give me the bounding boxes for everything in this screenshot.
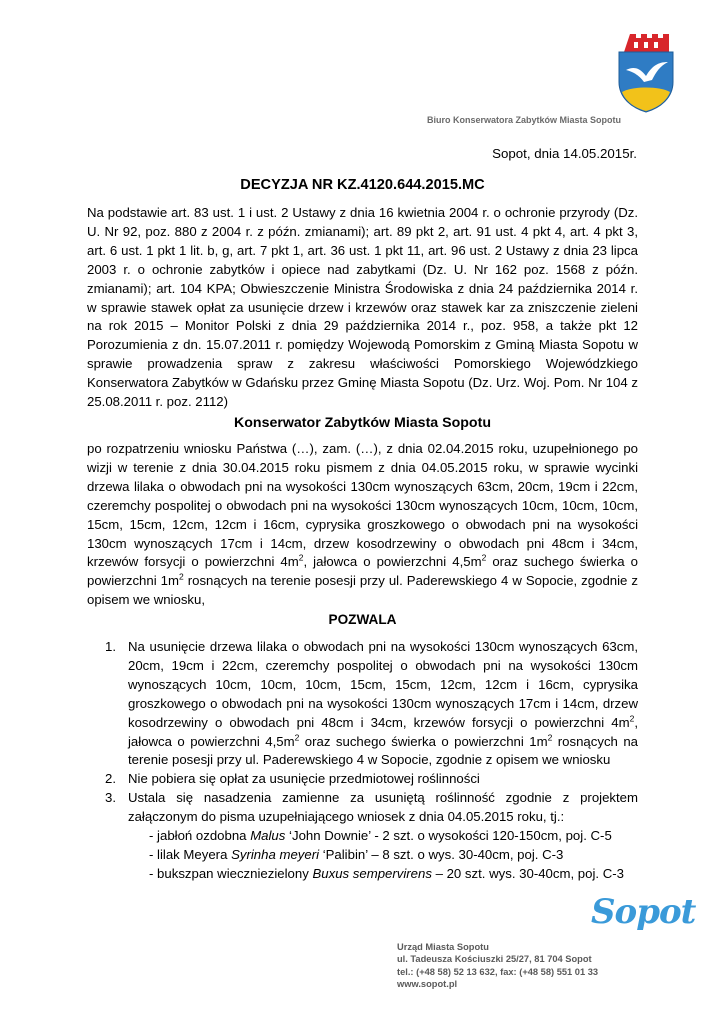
list-item: 3. Ustala się nasadzenia zamienne za usuniętą roślinność zgodnie z projektem załączonym do pisma uzupełniającego wniosek z dnia 04.05.2015 roku, tj.: - jabłoń ozdobna Malus ‘John Downie’ - 2 szt. o wysokości 120-150cm, poj. C-5 - lilak Meyera Syrinha meyeri ‘Palibin’ – 8 szt. o wys. 30-40cm, poj. C-3 - bukszpan wieczniezielony Buxus sempervirens – 20 szt. wys. 30-40cm, poj. C-3 — [105, 789, 638, 884]
plant-item: - bukszpan wieczniezielony Buxus sempervirens – 20 szt. wys. 30-40cm, poj. C-3 — [149, 865, 624, 881]
plant-item: - jabłoń ozdobna Malus ‘John Downie’ - 2 szt. o wysokości 120-150cm, poj. C-5 — [149, 828, 612, 844]
footer-website[interactable]: www.sopot.pl — [397, 978, 458, 989]
list-item: 1. Na usunięcie drzewa lilaka o obwodach pni na wysokości 130cm wynoszących 63cm, 20cm, 19cm i 22cm, czeremchy pospolitej o obwodach pni na wysokości 130cm wynoszących 10cm, 10cm, 10cm, 15cm, 15cm, 12cm, 12cm i 16cm, cyprysika groszkowego o obwodach pni na wysokości 130cm wynoszących 17cm i 14cm, drzew kosodrzewiny o obwodach pni 48cm i 34cm, krzewów forsycji o powierzchni $4m^2$, jałowca o powierzchni $4,5m^2$ oraz suchego świerka o powierzchni $1m^2$ rosnących na terenie posesji przy ul. Paderewskiego 4 w Sopocie, zgodnie z opisem we wniosku — [105, 639, 638, 768]
replacement-plants-list — [128, 827, 638, 884]
legal-basis-paragraph: Na podstawie art. 83 ust. 1 i ust. 2 Ustawy z dnia 16 kwietnia 2004 r. o ochronie przyrody (Dz. U. Nr 92, poz. 880 z 2004 r. z późn. zmianami); art. 89 pkt 2, art. 91 ust. 4 pkt 4, art. 4 pkt 3, art. 6 ust. 1 pkt 1 lit. b, g, art. 7 pkt 1, art. 36 ust. 1 pkt 11, art. 96 ust. 2 Ustawy z dnia 23 lipca 2003 r. o ochronie zabytków i opiece nad zabytkami (Dz. U. Nr 162 poz. 1568 z późn. zmianami); art. 104 KPA; Obwieszczenie Ministra Środowiska z dnia 24 października 2014 r. w sprawie stawek opłat za usunięcie drzew i krzewów oraz stawek kar za zniszczenie zieleni na rok 2015 – Monitor Polski z dnia 29 października 2014 r., poz. 958, a także pkt 12 Porozumienia z dn. 15.07.2011 r. pomiędzy Wojewodą Pomorskim z Gminą Miasta Sopotu w sprawie prowadzenia spraw z zakresu właściwości Pomorskiego Wojewódzkiego Konserwatora Zabytków w Gdańsku przez Gminę Miasta Sopotu (Dz. Urz. Woj. Pom. Nr 104 z 25.08.2011 r. poz. 2112) — [87, 205, 638, 410]
document-date: Sopot, dnia 14.05.2015r. — [492, 146, 637, 161]
footer-contact: tel.: (+48 58) 52 13 632, fax: (+48 58) 551 01 33 — [397, 966, 599, 977]
authority-title: Konserwator Zabytków Miasta Sopotu — [234, 415, 491, 431]
sopot-logo: Sopot — [591, 892, 696, 932]
footer-office: Urząd Miasta Sopotu — [397, 942, 489, 952]
list-item: 2. Nie pobiera się opłat za usunięcie przedmiotowej roślinności — [105, 770, 638, 789]
item-number: 3. — [105, 790, 116, 806]
request-paragraph: po rozpatrzeniu wniosku Państwa (…), zam. (…), z dnia 02.04.2015 roku, uzupełnionego po wizji w terenie z dnia 30.04.2015 roku pismem z dnia 04.05.2015 roku, w sprawie wycinki drzewa lilaka o obwodach pni na wysokości 130cm wynoszących 63cm, 20cm, 19cm i 22cm, czeremchy pospolitej o obwodach pni na wysokości 130cm wynoszących 10cm, 10cm, 10cm, 15cm, 15cm, 12cm, 12cm i 16cm, cyprysika groszkowego o obwodach pni na wysokości 130cm wynoszących 17cm i 14cm, drzew kosodrzewiny o obwodach pni 48cm i 34cm, krzewów forsycji o powierzchni $4m^2$, jałowca o powierzchni $4,5m^2$ oraz suchego świerka o powierzchni $1m^2$ rosnących na terenie posesji przy ul. Paderewskiego 4 w Sopocie, zgodnie z opisem we wniosku, — [87, 441, 638, 608]
permits-title: POZWALA — [328, 612, 397, 627]
decision-title: DECYZJA NR KZ.4120.644.2015.MC — [240, 177, 485, 193]
footer-address: ul. Tadeusza Kościuszki 25/27, 81 704 Sopot — [397, 954, 592, 965]
plant-item: - lilak Meyera Syrinha meyeri ‘Palibin’ – 8 szt. o wys. 30-40cm, poj. C-3 — [149, 846, 564, 862]
item-number: 1. — [105, 639, 116, 654]
item-number: 2. — [105, 771, 116, 787]
office-header: Biuro Konserwatora Zabytków Miasta Sopotu — [426, 115, 621, 125]
sopot-coat-of-arms-icon — [616, 30, 676, 114]
decision-items-list — [105, 638, 638, 884]
footer — [397, 941, 598, 990]
